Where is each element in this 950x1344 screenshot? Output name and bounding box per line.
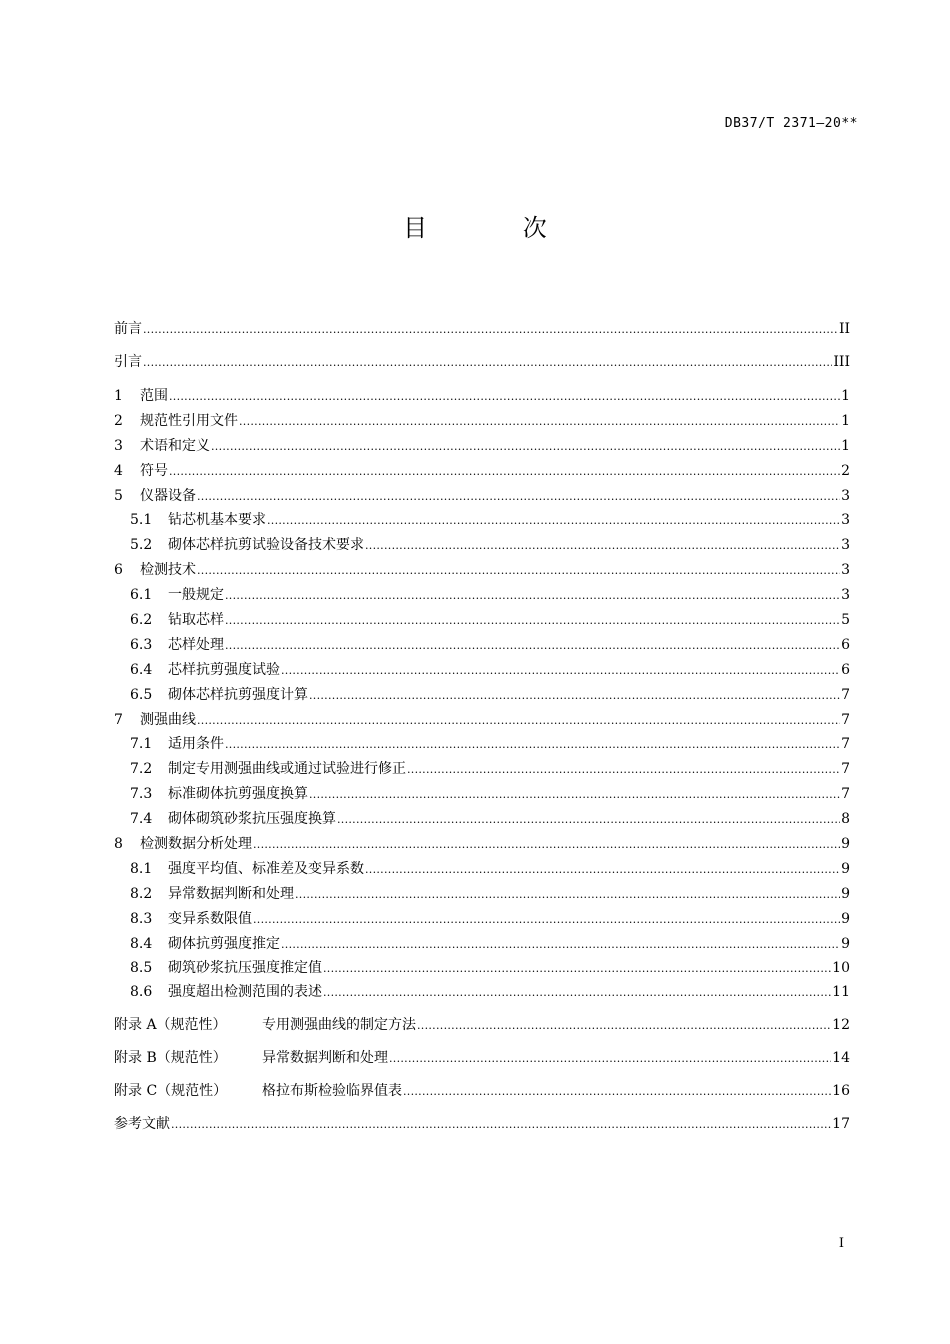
dot-leader bbox=[253, 833, 840, 858]
toc-entry[interactable] bbox=[114, 608, 850, 633]
toc-entry-page: 2 bbox=[841, 462, 850, 479]
toc-entry-page: 11 bbox=[832, 984, 850, 1001]
toc-entry-number: 附录 C（规范性） bbox=[114, 1083, 228, 1100]
dot-leader bbox=[309, 783, 840, 808]
toc-entry-number: 附录 B（规范性） bbox=[114, 1050, 227, 1067]
dot-leader bbox=[239, 410, 840, 435]
dot-leader bbox=[253, 908, 840, 933]
toc-entry-page: 3 bbox=[841, 587, 850, 604]
dot-leader bbox=[323, 982, 831, 1004]
toc-entry-page: 9 bbox=[841, 836, 850, 853]
toc-entry-label: 强度平均值、标准差及变异系数 bbox=[168, 860, 364, 877]
toc-entry[interactable] bbox=[114, 533, 850, 558]
toc-entry[interactable] bbox=[114, 484, 850, 509]
toc-entry-label: 专用测强曲线的制定方法 bbox=[262, 1017, 416, 1034]
toc-entry[interactable] bbox=[114, 558, 850, 583]
toc-entry[interactable] bbox=[114, 658, 850, 683]
toc-entry-page: 7 bbox=[841, 711, 850, 728]
toc-entry[interactable] bbox=[114, 683, 850, 708]
toc-entry-number: 7.4 bbox=[130, 811, 153, 828]
toc-entry-label: 仪器设备 bbox=[140, 487, 196, 504]
dot-leader bbox=[389, 1048, 831, 1070]
dot-leader bbox=[403, 1081, 831, 1103]
toc-entry[interactable] bbox=[114, 583, 850, 608]
toc-entry-number: 8 bbox=[114, 836, 123, 853]
toc-entry-label: 砌体芯样抗剪强度计算 bbox=[168, 686, 308, 703]
dot-leader bbox=[225, 733, 840, 758]
toc-entry-label: 芯样抗剪强度试验 bbox=[168, 661, 280, 678]
toc-entry-number: 8.2 bbox=[130, 885, 153, 902]
toc-entry-label: 砌体抗剪强度推定 bbox=[168, 935, 280, 952]
toc-entry[interactable] bbox=[114, 956, 850, 981]
document-code: DB37/T 2371—20** bbox=[724, 116, 858, 131]
toc-entry-page: 16 bbox=[832, 1083, 850, 1100]
toc-entry-label: 检测技术 bbox=[140, 562, 196, 579]
dot-leader bbox=[281, 933, 840, 958]
toc-entry[interactable] bbox=[114, 708, 850, 733]
toc-entry-label: 砌体砌筑砂浆抗压强度换算 bbox=[168, 811, 336, 828]
toc-entry[interactable] bbox=[114, 1113, 850, 1146]
toc-entry-page: 1 bbox=[841, 437, 850, 454]
toc-entry[interactable] bbox=[114, 1080, 850, 1113]
toc-entry[interactable] bbox=[114, 459, 850, 484]
toc-entry-label: 钻芯机基本要求 bbox=[168, 512, 266, 529]
toc-entry-number: 1 bbox=[114, 388, 123, 404]
dot-leader bbox=[323, 957, 831, 982]
dot-leader bbox=[143, 352, 832, 374]
dot-leader bbox=[197, 709, 840, 734]
dot-leader bbox=[225, 584, 840, 609]
toc-entry[interactable] bbox=[114, 633, 850, 658]
dot-leader bbox=[197, 559, 840, 584]
toc-entry-label: 一般规定 bbox=[168, 587, 224, 604]
toc-entry-page: 17 bbox=[832, 1116, 850, 1133]
toc-entry[interactable] bbox=[114, 1047, 850, 1080]
dot-leader bbox=[407, 758, 840, 783]
toc-entry-page: 1 bbox=[841, 388, 850, 404]
toc-entry-label: 芯样处理 bbox=[168, 636, 224, 653]
toc-entry-label: 术语和定义 bbox=[140, 437, 210, 454]
toc-entry-page: II bbox=[838, 321, 850, 337]
toc-entry[interactable] bbox=[114, 832, 850, 857]
toc-entry-number: 8.6 bbox=[130, 984, 153, 1001]
toc-entry-label: 异常数据判断和处理 bbox=[168, 885, 294, 902]
toc-entry-number: 附录 A（规范性） bbox=[114, 1017, 227, 1034]
page-number: I bbox=[838, 1236, 844, 1251]
toc-entry-number: 3 bbox=[114, 437, 123, 454]
toc-entry[interactable] bbox=[114, 351, 850, 384]
toc-entry[interactable] bbox=[114, 409, 850, 434]
toc-entry-number: 4 bbox=[114, 462, 123, 479]
toc-entry[interactable] bbox=[114, 882, 850, 907]
toc-entry-page: III bbox=[833, 354, 850, 370]
dot-leader bbox=[171, 1114, 831, 1136]
toc-entry-page: 10 bbox=[832, 960, 850, 977]
toc-entry-page: 3 bbox=[841, 562, 850, 579]
dot-leader bbox=[295, 883, 840, 908]
toc-entry[interactable] bbox=[114, 782, 850, 807]
toc-entry-label: 引言 bbox=[114, 354, 142, 370]
toc-entry[interactable] bbox=[114, 384, 850, 409]
toc-entry-page: 9 bbox=[841, 910, 850, 927]
dot-leader bbox=[365, 858, 840, 883]
dot-leader bbox=[143, 319, 838, 341]
toc-entry-label: 格拉布斯检验临界值表 bbox=[262, 1083, 402, 1100]
toc-entry-number: 6.5 bbox=[130, 686, 153, 703]
toc-entry[interactable] bbox=[114, 857, 850, 882]
toc-entry[interactable] bbox=[114, 434, 850, 459]
toc-entry[interactable] bbox=[114, 757, 850, 782]
toc-entry-page: 9 bbox=[841, 885, 850, 902]
page-title: 目 次 bbox=[403, 214, 591, 242]
toc-entry-page: 8 bbox=[841, 811, 850, 828]
dot-leader bbox=[309, 684, 840, 709]
toc-entry[interactable] bbox=[114, 508, 850, 533]
dot-leader bbox=[169, 385, 840, 410]
toc-entry[interactable] bbox=[114, 1014, 850, 1047]
toc-entry-number: 6.1 bbox=[130, 587, 153, 604]
toc-entry[interactable] bbox=[114, 807, 850, 832]
toc-entry-number: 5 bbox=[114, 487, 123, 504]
toc-entry-label: 变异系数限值 bbox=[168, 910, 252, 927]
toc-entry-page: 7 bbox=[841, 761, 850, 778]
toc-entry-number: 2 bbox=[114, 412, 123, 429]
toc-entry[interactable] bbox=[114, 318, 850, 351]
toc-entry-page: 9 bbox=[841, 935, 850, 952]
toc-entry-label: 钻取芯样 bbox=[168, 612, 224, 629]
toc-entry-label: 标准砌体抗剪强度换算 bbox=[168, 786, 308, 803]
toc-entry-page: 3 bbox=[841, 487, 850, 504]
toc-entry-page: 5 bbox=[841, 612, 850, 629]
toc-entry-page: 3 bbox=[841, 512, 850, 529]
toc-entry-page: 3 bbox=[841, 537, 850, 554]
toc-entry-label: 异常数据判断和处理 bbox=[262, 1050, 388, 1067]
toc-entry-label: 参考文献 bbox=[114, 1116, 170, 1133]
toc-entry[interactable] bbox=[114, 907, 850, 932]
toc-entry-label: 砌体芯样抗剪试验设备技术要求 bbox=[168, 537, 364, 554]
toc-entry-number: 8.4 bbox=[130, 935, 153, 952]
dot-leader bbox=[197, 485, 840, 510]
toc-entry-page: 6 bbox=[841, 636, 850, 653]
dot-leader bbox=[211, 435, 840, 460]
toc-entry[interactable] bbox=[114, 732, 850, 757]
dot-leader bbox=[365, 534, 840, 559]
toc-entry-page: 7 bbox=[841, 786, 850, 803]
toc-entry[interactable] bbox=[114, 981, 850, 1014]
toc-entry-page: 7 bbox=[841, 686, 850, 703]
toc-entry-label: 制定专用测强曲线或通过试验进行修正 bbox=[168, 761, 406, 778]
toc-entry-number: 5.1 bbox=[130, 512, 153, 529]
toc-entry-page: 7 bbox=[841, 736, 850, 753]
toc-entry-label: 检测数据分析处理 bbox=[140, 836, 252, 853]
toc-entry-label: 前言 bbox=[114, 321, 142, 337]
dot-leader bbox=[225, 609, 840, 634]
dot-leader bbox=[281, 659, 840, 684]
dot-leader bbox=[417, 1015, 831, 1037]
toc-entry-page: 9 bbox=[841, 860, 850, 877]
toc-entry-number: 6.2 bbox=[130, 612, 153, 629]
dot-leader bbox=[169, 460, 840, 485]
toc-entry[interactable] bbox=[114, 932, 850, 957]
toc-entry-page: 6 bbox=[841, 661, 850, 678]
toc-entry-number: 7.1 bbox=[130, 736, 153, 753]
dot-leader bbox=[225, 634, 840, 659]
toc-entry-page: 1 bbox=[841, 412, 850, 429]
toc-entry-label: 测强曲线 bbox=[140, 711, 196, 728]
toc-entry-number: 7.2 bbox=[130, 761, 153, 778]
toc-entry-number: 6.4 bbox=[130, 661, 153, 678]
toc-entry-label: 适用条件 bbox=[168, 736, 224, 753]
toc-entry-label: 范围 bbox=[140, 388, 168, 404]
toc-entry-label: 砌筑砂浆抗压强度推定值 bbox=[168, 960, 322, 977]
toc-entry-number: 5.2 bbox=[130, 537, 153, 554]
toc-entry-number: 6 bbox=[114, 562, 123, 579]
toc-entry-number: 8.3 bbox=[130, 910, 153, 927]
toc-entry-page: 12 bbox=[832, 1017, 850, 1034]
table-of-contents bbox=[114, 318, 850, 1146]
toc-entry-number: 7.3 bbox=[130, 786, 153, 803]
toc-entry-number: 8.1 bbox=[130, 860, 153, 877]
toc-entry-page: 14 bbox=[832, 1050, 850, 1067]
dot-leader bbox=[267, 509, 840, 534]
toc-entry-number: 6.3 bbox=[130, 636, 153, 653]
dot-leader bbox=[337, 808, 840, 833]
toc-entry-label: 强度超出检测范围的表述 bbox=[168, 984, 322, 1001]
toc-entry-label: 符号 bbox=[140, 462, 168, 479]
toc-entry-number: 8.5 bbox=[130, 960, 153, 977]
toc-entry-label: 规范性引用文件 bbox=[140, 412, 238, 429]
toc-entry-number: 7 bbox=[114, 711, 123, 728]
